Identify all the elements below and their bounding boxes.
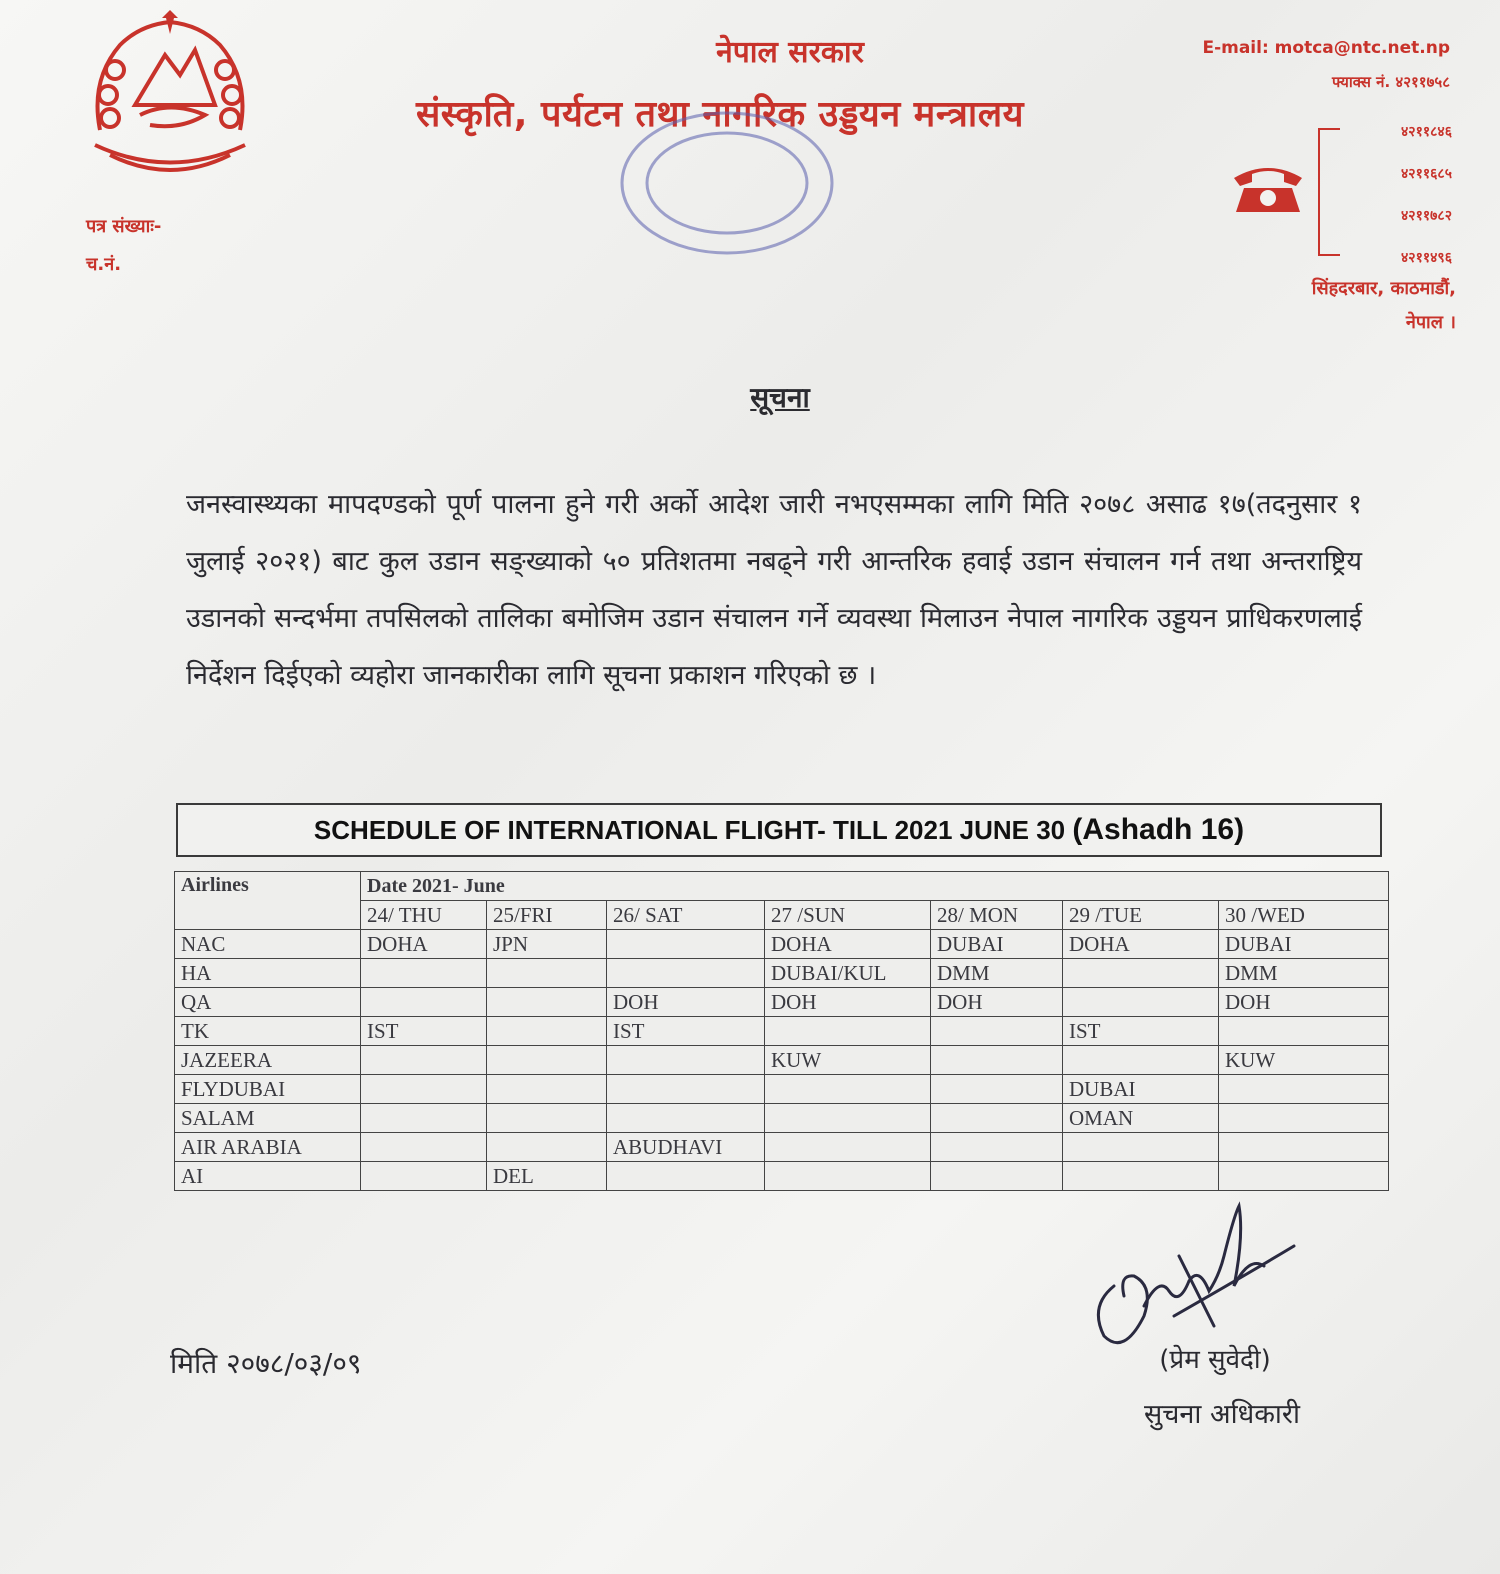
- destination-cell: [487, 959, 607, 988]
- destination-cell: [607, 1046, 765, 1075]
- destination-cell: [765, 1104, 931, 1133]
- destination-cell: [931, 1075, 1063, 1104]
- official-stamp-icon: [612, 108, 842, 268]
- day-header: 27 /SUN: [765, 901, 931, 930]
- destination-cell: [361, 959, 487, 988]
- phone-number: ४२११८४६: [1401, 124, 1452, 140]
- destination-cell: [1063, 1133, 1219, 1162]
- airline-cell: JAZEERA: [175, 1046, 361, 1075]
- date-header: Date 2021- June: [361, 872, 1389, 901]
- ministry-title: संस्कृति, पर्यटन तथा नागरिक उड्डयन मन्त्रालय: [415, 94, 1025, 135]
- destination-cell: [931, 1046, 1063, 1075]
- destination-cell: DOH: [931, 988, 1063, 1017]
- destination-cell: DMM: [931, 959, 1063, 988]
- day-header: 29 /TUE: [1063, 901, 1219, 930]
- table-row: [175, 988, 1389, 1017]
- table-row: [175, 1133, 1389, 1162]
- destination-cell: DOHA: [765, 930, 931, 959]
- airline-cell: AIR ARABIA: [175, 1133, 361, 1162]
- destination-cell: [931, 1133, 1063, 1162]
- destination-cell: [1219, 1104, 1389, 1133]
- airline-cell: QA: [175, 988, 361, 1017]
- notice-heading: सूचना: [750, 381, 810, 414]
- destination-cell: DOH: [607, 988, 765, 1017]
- destination-cell: [1219, 1075, 1389, 1104]
- destination-cell: [1063, 988, 1219, 1017]
- destination-cell: [607, 959, 765, 988]
- destination-cell: [487, 1046, 607, 1075]
- destination-cell: IST: [607, 1017, 765, 1046]
- table-row: [175, 1075, 1389, 1104]
- destination-cell: DUBAI: [1063, 1075, 1219, 1104]
- destination-cell: DEL: [487, 1162, 607, 1191]
- destination-cell: [487, 1075, 607, 1104]
- schedule-title-suffix: (Ashadh 16): [1072, 813, 1245, 846]
- destination-cell: [607, 1104, 765, 1133]
- destination-cell: JPN: [487, 930, 607, 959]
- letter-number-label: पत्र संख्याः-: [86, 216, 162, 237]
- reference-block: [86, 208, 161, 284]
- destination-cell: KUW: [1219, 1046, 1389, 1075]
- destination-cell: IST: [361, 1017, 487, 1046]
- table-row: [175, 959, 1389, 988]
- destination-cell: [765, 1133, 931, 1162]
- telephone-icon: [1230, 160, 1306, 214]
- address-block: [1156, 272, 1456, 340]
- phone-number: ४२११६८५: [1401, 166, 1452, 182]
- table-header-row: [175, 872, 1389, 901]
- fax-number: फ्याक्स नं. ४२११७५८: [1332, 73, 1450, 91]
- table-row: [175, 1017, 1389, 1046]
- destination-cell: [361, 988, 487, 1017]
- airline-cell: NAC: [175, 930, 361, 959]
- dispatch-number-label: च.नं.: [86, 254, 122, 275]
- destination-cell: OMAN: [1063, 1104, 1219, 1133]
- destination-cell: [931, 1017, 1063, 1046]
- destination-cell: [487, 988, 607, 1017]
- schedule-title-main: SCHEDULE OF INTERNATIONAL FLIGHT- TILL 2021 JUNE 30: [313, 815, 1066, 845]
- destination-cell: DUBAI: [1219, 930, 1389, 959]
- destination-cell: [765, 1075, 931, 1104]
- notice-body: जनस्वास्थ्यका मापदण्डको पूर्ण पालना हुने गरी अर्को आदेश जारी नभएसम्मका लागि मिति २०७८ असाढ १७(तदनुसार १ जुलाई २०२१) बाट कुल उडान सङ्ख्याको ५० प्रतिशतमा नबढ्ने गरी आन्तरिक हवाई उडान संचालन गर्न तथा अन्तराष्ट्रिय उडानको सन्दर्भमा तपसिलको तालिका बमोजिम उडान संचालन गर्ने व्यवस्था मिलाउन नेपाल नागरिक उड्डयन प्राधिकरणलाई निर्देशन दिईएको व्यहोरा जानकारीका लागि सूचना प्रकाशन गरिएको छ ।: [186, 489, 1362, 691]
- destination-cell: [1219, 1017, 1389, 1046]
- destination-cell: IST: [1063, 1017, 1219, 1046]
- day-header: 28/ MON: [931, 901, 1063, 930]
- destination-cell: [1063, 959, 1219, 988]
- day-header: 25/FRI: [487, 901, 607, 930]
- destination-cell: [1063, 1046, 1219, 1075]
- destination-cell: DOH: [765, 988, 931, 1017]
- table-row: [175, 1046, 1389, 1075]
- destination-cell: [487, 1133, 607, 1162]
- destination-cell: [607, 930, 765, 959]
- address-line: सिंहदरबार, काठमाडौं,: [1311, 278, 1456, 299]
- destination-cell: [361, 1075, 487, 1104]
- issue-date: मिति २०७८/०३/०९: [170, 1347, 362, 1380]
- airlines-header: Airlines: [175, 872, 361, 930]
- address-line: नेपाल ।: [1405, 312, 1456, 333]
- destination-cell: DUBAI: [931, 930, 1063, 959]
- phone-list: [1322, 122, 1452, 290]
- airline-cell: AI: [175, 1162, 361, 1191]
- destination-cell: [1219, 1162, 1389, 1191]
- destination-cell: KUW: [765, 1046, 931, 1075]
- day-header: 24/ THU: [361, 901, 487, 930]
- destination-cell: DMM: [1219, 959, 1389, 988]
- day-header: 30 /WED: [1219, 901, 1389, 930]
- destination-cell: [361, 1104, 487, 1133]
- destination-cell: [487, 1104, 607, 1133]
- destination-cell: DOHA: [1063, 930, 1219, 959]
- airline-cell: TK: [175, 1017, 361, 1046]
- airline-cell: HA: [175, 959, 361, 988]
- destination-cell: [1219, 1133, 1389, 1162]
- destination-cell: [931, 1162, 1063, 1191]
- table-row: [175, 930, 1389, 959]
- email-text: E-mail: motca@ntc.net.np: [1202, 38, 1450, 58]
- schedule-title: [314, 813, 1244, 847]
- destination-cell: ABUDHAVI: [607, 1133, 765, 1162]
- phone-number: ४२११४९६: [1401, 250, 1452, 266]
- flight-schedule-table: [174, 871, 1389, 1191]
- destination-cell: [1063, 1162, 1219, 1191]
- government-title: नेपाल सरकार: [716, 35, 864, 70]
- signature-icon: [1084, 1196, 1304, 1356]
- table-row: [175, 1162, 1389, 1191]
- airline-cell: SALAM: [175, 1104, 361, 1133]
- airline-cell: FLYDUBAI: [175, 1075, 361, 1104]
- destination-cell: [607, 1075, 765, 1104]
- day-header: 26/ SAT: [607, 901, 765, 930]
- signer-title: सुचना अधिकारी: [1144, 1399, 1300, 1430]
- table-row: [175, 1104, 1389, 1133]
- contact-block: [1150, 38, 1450, 92]
- destination-cell: [361, 1133, 487, 1162]
- destination-cell: [607, 1162, 765, 1191]
- destination-cell: DOHA: [361, 930, 487, 959]
- destination-cell: [765, 1017, 931, 1046]
- destination-cell: [361, 1046, 487, 1075]
- destination-cell: [361, 1162, 487, 1191]
- destination-cell: [931, 1104, 1063, 1133]
- schedule-title-box: [176, 803, 1382, 857]
- destination-cell: [487, 1017, 607, 1046]
- destination-cell: [765, 1162, 931, 1191]
- destination-cell: DOH: [1219, 988, 1389, 1017]
- signer-name: (प्रेम सुवेदी): [1159, 1345, 1271, 1375]
- destination-cell: DUBAI/KUL: [765, 959, 931, 988]
- phone-number: ४२११७८२: [1401, 208, 1452, 224]
